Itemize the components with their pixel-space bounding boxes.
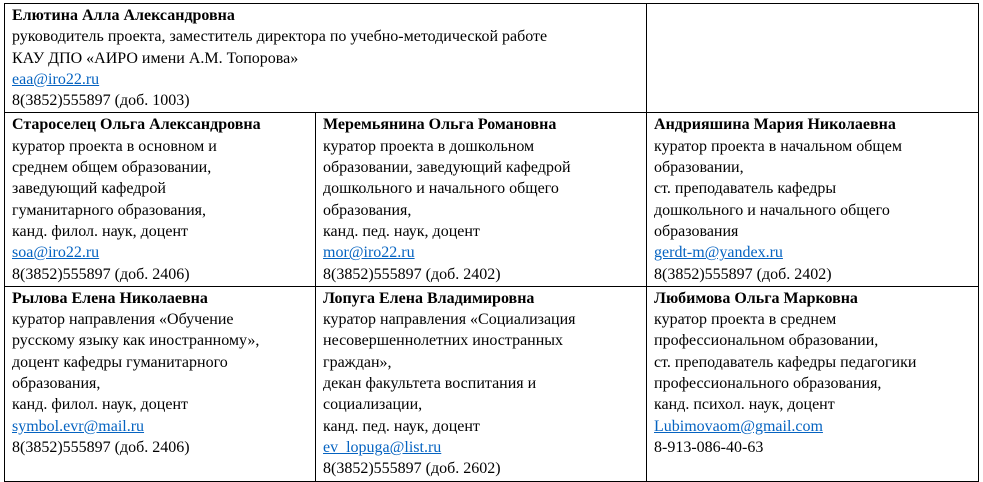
contact-description-line: куратор проекта в начальном общем [654, 137, 902, 155]
contacts-table [4, 3, 979, 482]
contact-description-line: профессионального образования, [654, 375, 882, 393]
contact-cell-lyubimova [647, 286, 979, 481]
table-row [5, 113, 979, 286]
contact-email-link[interactable]: ev_lopuga@list.ru [323, 438, 442, 456]
contact-cell-yelyutina [5, 4, 647, 113]
contact-email-link[interactable]: eaa@iro22.ru [12, 70, 100, 88]
contact-description-line: канд. филол. наук, доцент [12, 222, 189, 240]
contact-phone: 8(3852)555897 (доб. 2402) [323, 265, 501, 283]
contact-description-line: социализации, [323, 396, 423, 414]
contact-description-line: граждан», [323, 353, 392, 371]
empty-cell [647, 4, 979, 113]
contact-description-line: образования, [323, 201, 412, 219]
table-row [5, 4, 979, 113]
contact-description-line: образования, [12, 375, 101, 393]
contact-name: Меремьянина Ольга Романовна [323, 116, 557, 134]
contact-cell-staroselets [5, 113, 316, 286]
contact-description-line: декан факультета воспитания и [323, 375, 537, 393]
contact-cell-andriyashina [647, 113, 979, 286]
contact-description-line: канд. пед. наук, доцент [323, 222, 480, 240]
contact-description-line: образовании, заведующий кафедрой [323, 159, 571, 177]
contact-email-link[interactable]: gerdt-m@yandex.ru [654, 244, 783, 262]
contact-description-line: ст. преподаватель кафедры педагогики [654, 353, 917, 371]
contact-phone: 8(3852)555897 (доб. 2602) [323, 460, 501, 478]
contact-description-line: русскому языку как иностранному», [12, 332, 260, 350]
contact-email-link[interactable]: symbol.evr@mail.ru [12, 417, 145, 435]
contact-description-line: куратор проекта в дошкольном [323, 137, 535, 155]
contact-description-line: образования [654, 222, 739, 240]
contact-email-link[interactable]: Lubimovaom@gmail.com [654, 417, 823, 435]
contact-description-line: канд. филол. наук, доцент [12, 396, 189, 414]
contact-description-line: среднем общем образовании, [12, 159, 212, 177]
contact-position-line: руководитель проекта, заместитель директора по учебно-методической работе [12, 28, 548, 46]
contact-name: Лопуга Елена Владимировна [323, 289, 535, 307]
contact-phone: 8(3852)555897 (доб. 2402) [654, 265, 832, 283]
contact-description-line: образовании, [654, 159, 744, 177]
contact-description-line: несовершеннолетних иностранных [323, 332, 564, 350]
contact-description-line: куратор направления «Обучение [12, 311, 234, 329]
contact-description-line: куратор проекта в среднем [654, 311, 837, 329]
contact-phone: 8(3852)555897 (доб. 1003) [12, 92, 190, 110]
contact-description-line: куратор проекта в основном и [12, 137, 217, 155]
contact-name: Староселец Ольга Александровна [12, 116, 261, 134]
contact-phone: 8(3852)555897 (доб. 2406) [12, 265, 190, 283]
contact-cell-lopuga [316, 286, 647, 481]
contact-name: Елютина Алла Александровна [12, 7, 235, 24]
contact-email-link[interactable]: soa@iro22.ru [12, 244, 100, 262]
contact-description-line: гуманитарного образования, [12, 201, 207, 219]
contact-phone: 8-913-086-40-63 [654, 438, 764, 456]
contact-description-line: ст. преподаватель кафедры [654, 180, 837, 198]
contact-email-link[interactable]: mor@iro22.ru [323, 244, 415, 262]
contact-description-line: канд. психол. наук, доцент [654, 396, 835, 414]
contact-description-line: профессиональном образовании, [654, 332, 879, 350]
contact-description-line: дошкольного и начального общего [654, 201, 890, 219]
table-row [5, 286, 979, 481]
contact-phone: 8(3852)555897 (доб. 2406) [12, 438, 190, 456]
contact-organization-line: КАУ ДПО «АИРО имени А.М. Топорова» [12, 49, 299, 67]
contact-cell-rylova [5, 286, 316, 481]
contact-description-line: дошкольного и начального общего [323, 180, 559, 198]
contact-name: Любимова Ольга Марковна [654, 289, 858, 307]
contact-description-line: доцент кафедры гуманитарного [12, 353, 228, 371]
contact-description-line: заведующий кафедрой [12, 180, 166, 198]
contact-name: Андрияшина Мария Николаевна [654, 116, 896, 134]
contact-description-line: канд. пед. наук, доцент [323, 417, 480, 435]
contact-name: Рылова Елена Николаевна [12, 289, 208, 307]
contact-description-line: куратор направления «Социализация [323, 311, 576, 329]
contact-cell-meremyanina [316, 113, 647, 286]
